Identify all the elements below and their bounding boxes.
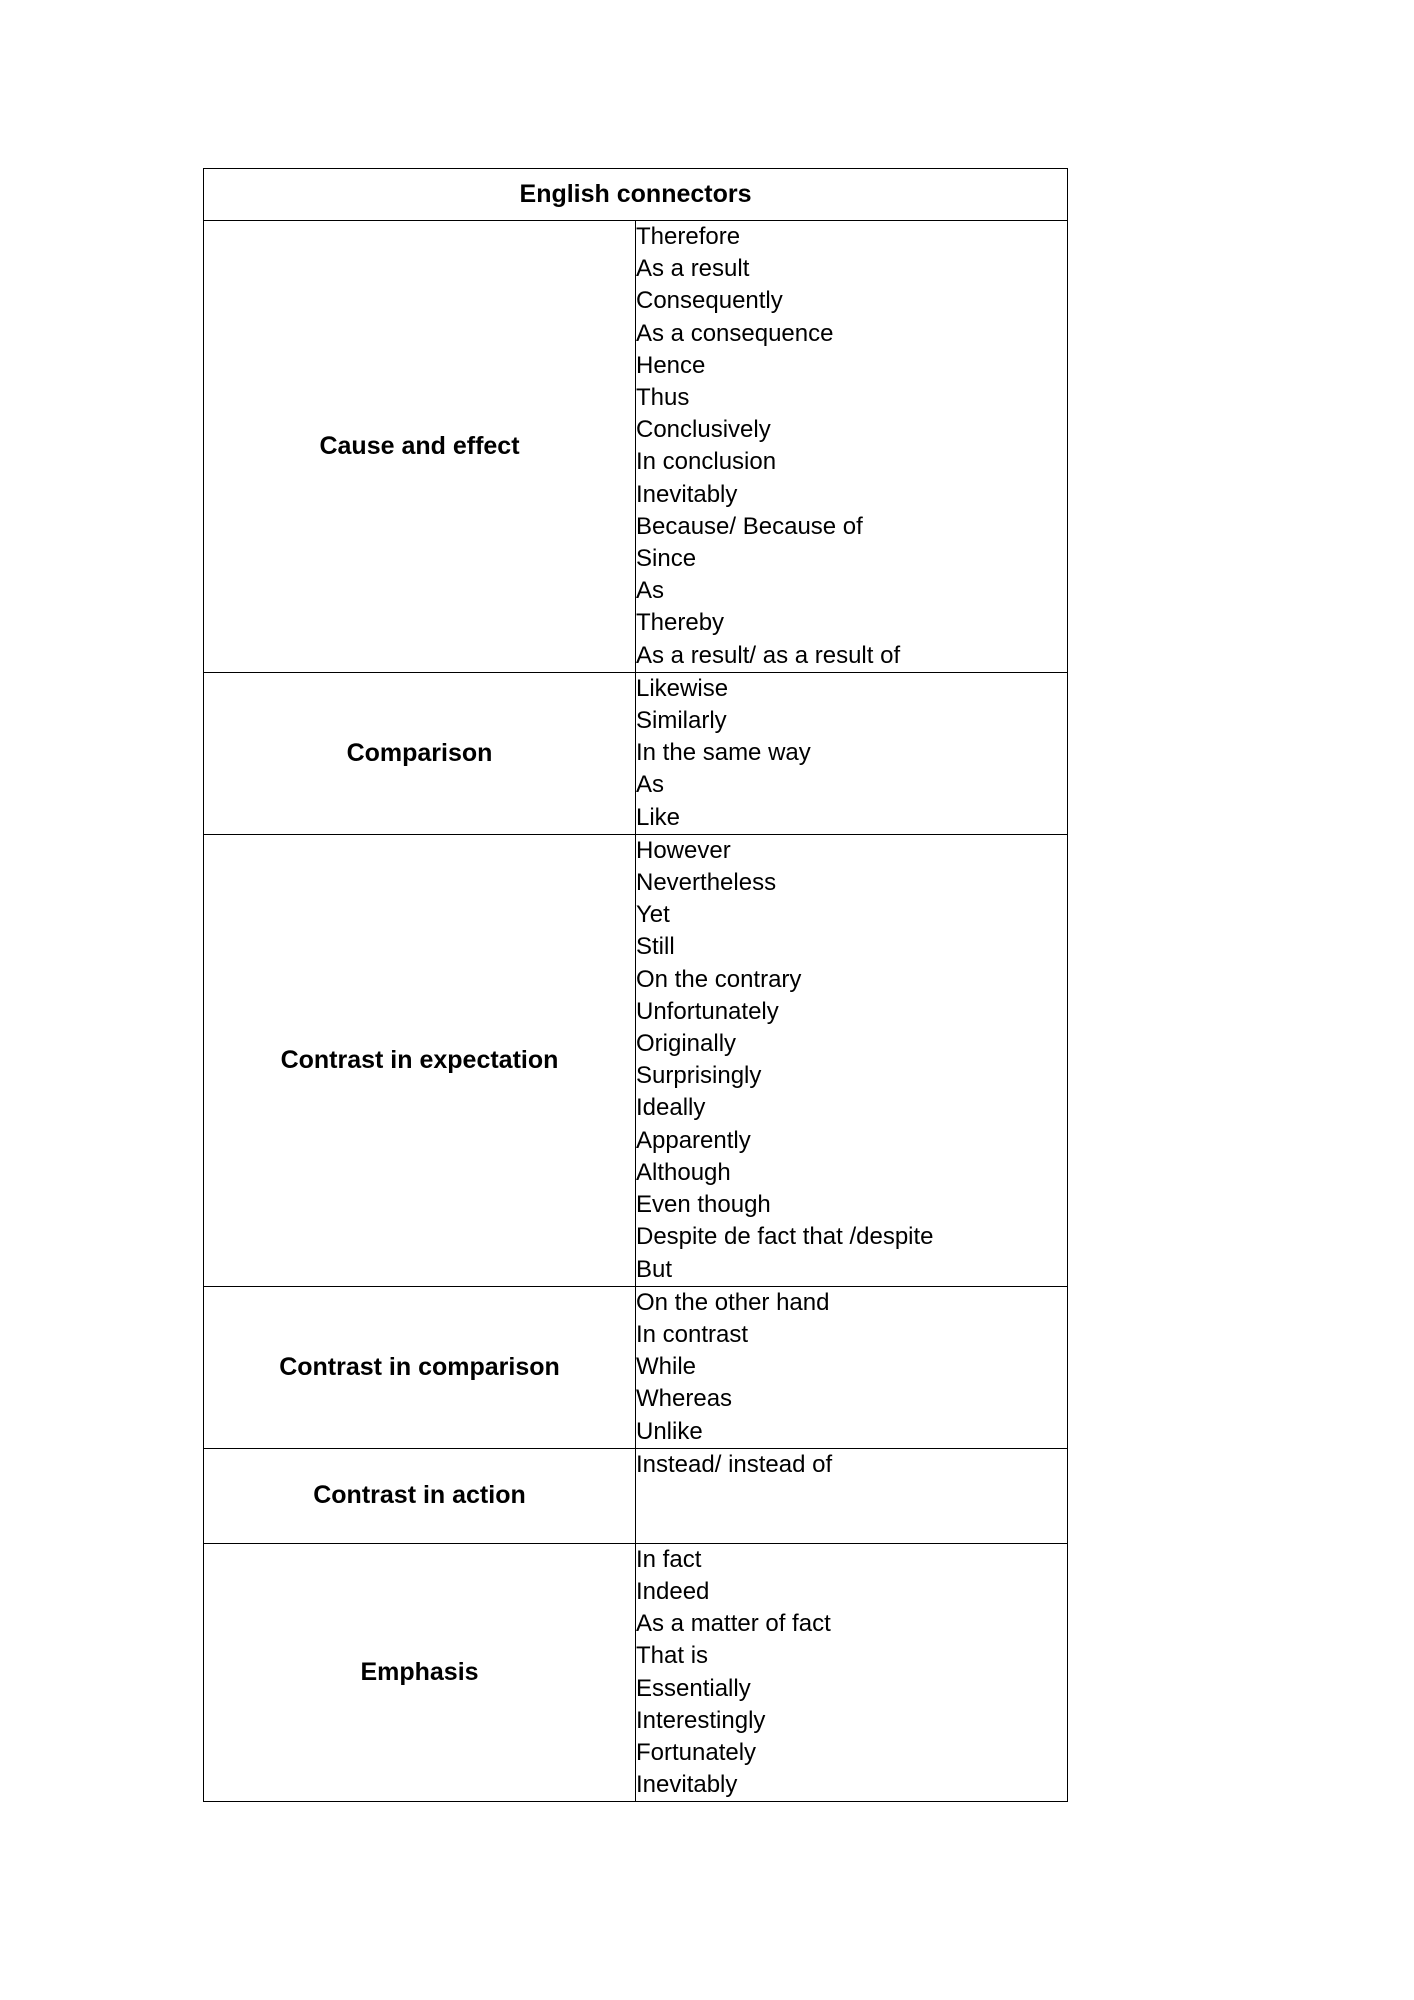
- table-body: [204, 221, 1068, 1802]
- connector-item: Similarly: [636, 707, 727, 735]
- connector-item: Originally: [636, 1030, 737, 1058]
- connector-item: Instead/ instead of: [636, 1450, 833, 1478]
- connector-item: Inevitably: [636, 480, 738, 508]
- category-label: Contrast in action: [204, 1448, 636, 1543]
- table-row: [204, 834, 1068, 1286]
- connector-item: Unlike: [636, 1417, 703, 1445]
- connector-item: On the contrary: [636, 965, 802, 993]
- connector-item: Indeed: [636, 1577, 710, 1605]
- connector-list-cell: [636, 221, 1068, 673]
- connector-item: On the other hand: [636, 1288, 830, 1316]
- connector-item: That is: [636, 1642, 709, 1670]
- connector-list-cell: [636, 1286, 1068, 1448]
- connectors-table: [203, 168, 1068, 1802]
- connector-list-cell: [636, 1543, 1068, 1802]
- connector-item: As a result: [636, 255, 750, 283]
- connector-list: [636, 835, 1067, 1286]
- connector-item: Inevitably: [636, 1771, 738, 1799]
- connector-item: Conclusively: [636, 416, 771, 444]
- connector-item: Whereas: [636, 1385, 733, 1413]
- connector-item: Even though: [636, 1191, 771, 1219]
- table-row: [204, 672, 1068, 834]
- connector-item: Yet: [636, 901, 670, 929]
- connector-list: [636, 1287, 1067, 1448]
- connector-list-cell: [636, 672, 1068, 834]
- category-label: Emphasis: [204, 1543, 636, 1802]
- connector-item: As: [636, 771, 665, 799]
- connector-item: Nevertheless: [636, 869, 777, 897]
- category-label: Contrast in expectation: [204, 834, 636, 1286]
- connector-item: Since: [636, 545, 697, 573]
- table-title: English connectors: [204, 169, 1068, 221]
- connector-item: Because/ Because of: [636, 512, 863, 540]
- connector-item: Therefore: [636, 223, 741, 250]
- connector-item: Despite de fact that /despite: [636, 1223, 934, 1251]
- connector-list: [636, 1544, 1067, 1802]
- connector-item: Apparently: [636, 1126, 751, 1154]
- connector-item: Thus: [636, 384, 690, 412]
- connector-item: In contrast: [636, 1320, 749, 1348]
- connector-list-cell: [636, 834, 1068, 1286]
- connector-item: In the same way: [636, 739, 811, 767]
- connector-item: Unfortunately: [636, 997, 779, 1025]
- connector-item: As a consequence: [636, 319, 834, 347]
- connector-list: [636, 1449, 1067, 1481]
- connector-item: While: [636, 1353, 697, 1381]
- connector-list: [636, 221, 1067, 672]
- table-header-row: [204, 169, 1068, 221]
- category-label: Comparison: [204, 672, 636, 834]
- table-row: [204, 1543, 1068, 1802]
- connector-item: Like: [636, 803, 681, 831]
- category-label: Cause and effect: [204, 221, 636, 673]
- connector-item: Surprisingly: [636, 1062, 762, 1090]
- connector-item: Essentially: [636, 1674, 751, 1702]
- connector-item: Likewise: [636, 674, 729, 702]
- connector-item: Fortunately: [636, 1738, 757, 1766]
- connector-item: As a result/ as a result of: [636, 641, 901, 669]
- connector-item: Ideally: [636, 1094, 706, 1122]
- connector-item: Hence: [636, 351, 706, 379]
- table-row: [204, 221, 1068, 673]
- connector-item: As: [636, 577, 665, 605]
- table-row: [204, 1448, 1068, 1543]
- connector-item: Although: [636, 1158, 731, 1186]
- connector-item: Interestingly: [636, 1706, 766, 1734]
- connector-list: [636, 673, 1067, 834]
- connector-list-cell: [636, 1448, 1068, 1543]
- connector-item: Consequently: [636, 287, 783, 315]
- connector-item: In fact: [636, 1545, 702, 1573]
- connector-item: In conclusion: [636, 448, 777, 476]
- connector-item: Still: [636, 933, 675, 961]
- category-label: Contrast in comparison: [204, 1286, 636, 1448]
- connector-item: However: [636, 836, 731, 864]
- connector-item: Thereby: [636, 609, 725, 637]
- table-row: [204, 1286, 1068, 1448]
- connector-item: As a matter of fact: [636, 1610, 831, 1638]
- connector-item: But: [636, 1255, 673, 1283]
